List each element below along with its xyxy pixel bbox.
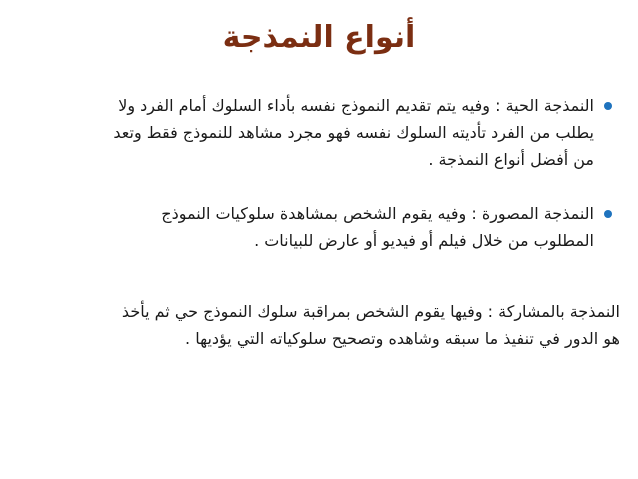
text-line: هو الدور في تنفيذ ما سبقه وشاهده وتصحيح سلوكياته التي يؤديها . (185, 329, 620, 348)
text-line: يطلب من الفرد تأديته السلوك نفسه فهو مجرد مشاهد للنموذج فقط وتعد (113, 123, 594, 142)
bullet-icon (604, 210, 612, 218)
text-line: النمذجة الحية : وفيه يتم تقديم النموذج نفسه بأداء السلوك أمام الفرد ولا (118, 96, 594, 115)
text-line: من أفضل أنواع النمذجة . (428, 150, 594, 169)
paragraph-filmed-modeling (64, 200, 594, 254)
text-line: النمذجة بالمشاركة : وفيها يقوم الشخص بمراقبة سلوك النموذج حي ثم يأخذ (121, 302, 620, 321)
bullet-icon (604, 102, 612, 110)
paragraph-participant-modeling (20, 298, 620, 352)
text-line: المطلوب من خلال فيلم أو فيديو أو عارض للبيانات . (254, 231, 594, 250)
slide-title: أنواع النمذجة (222, 20, 416, 55)
text-line: النمذجة المصورة : وفيه يقوم الشخص بمشاهدة سلوكيات النموذج (161, 204, 594, 223)
paragraph-live-modeling (64, 92, 594, 173)
